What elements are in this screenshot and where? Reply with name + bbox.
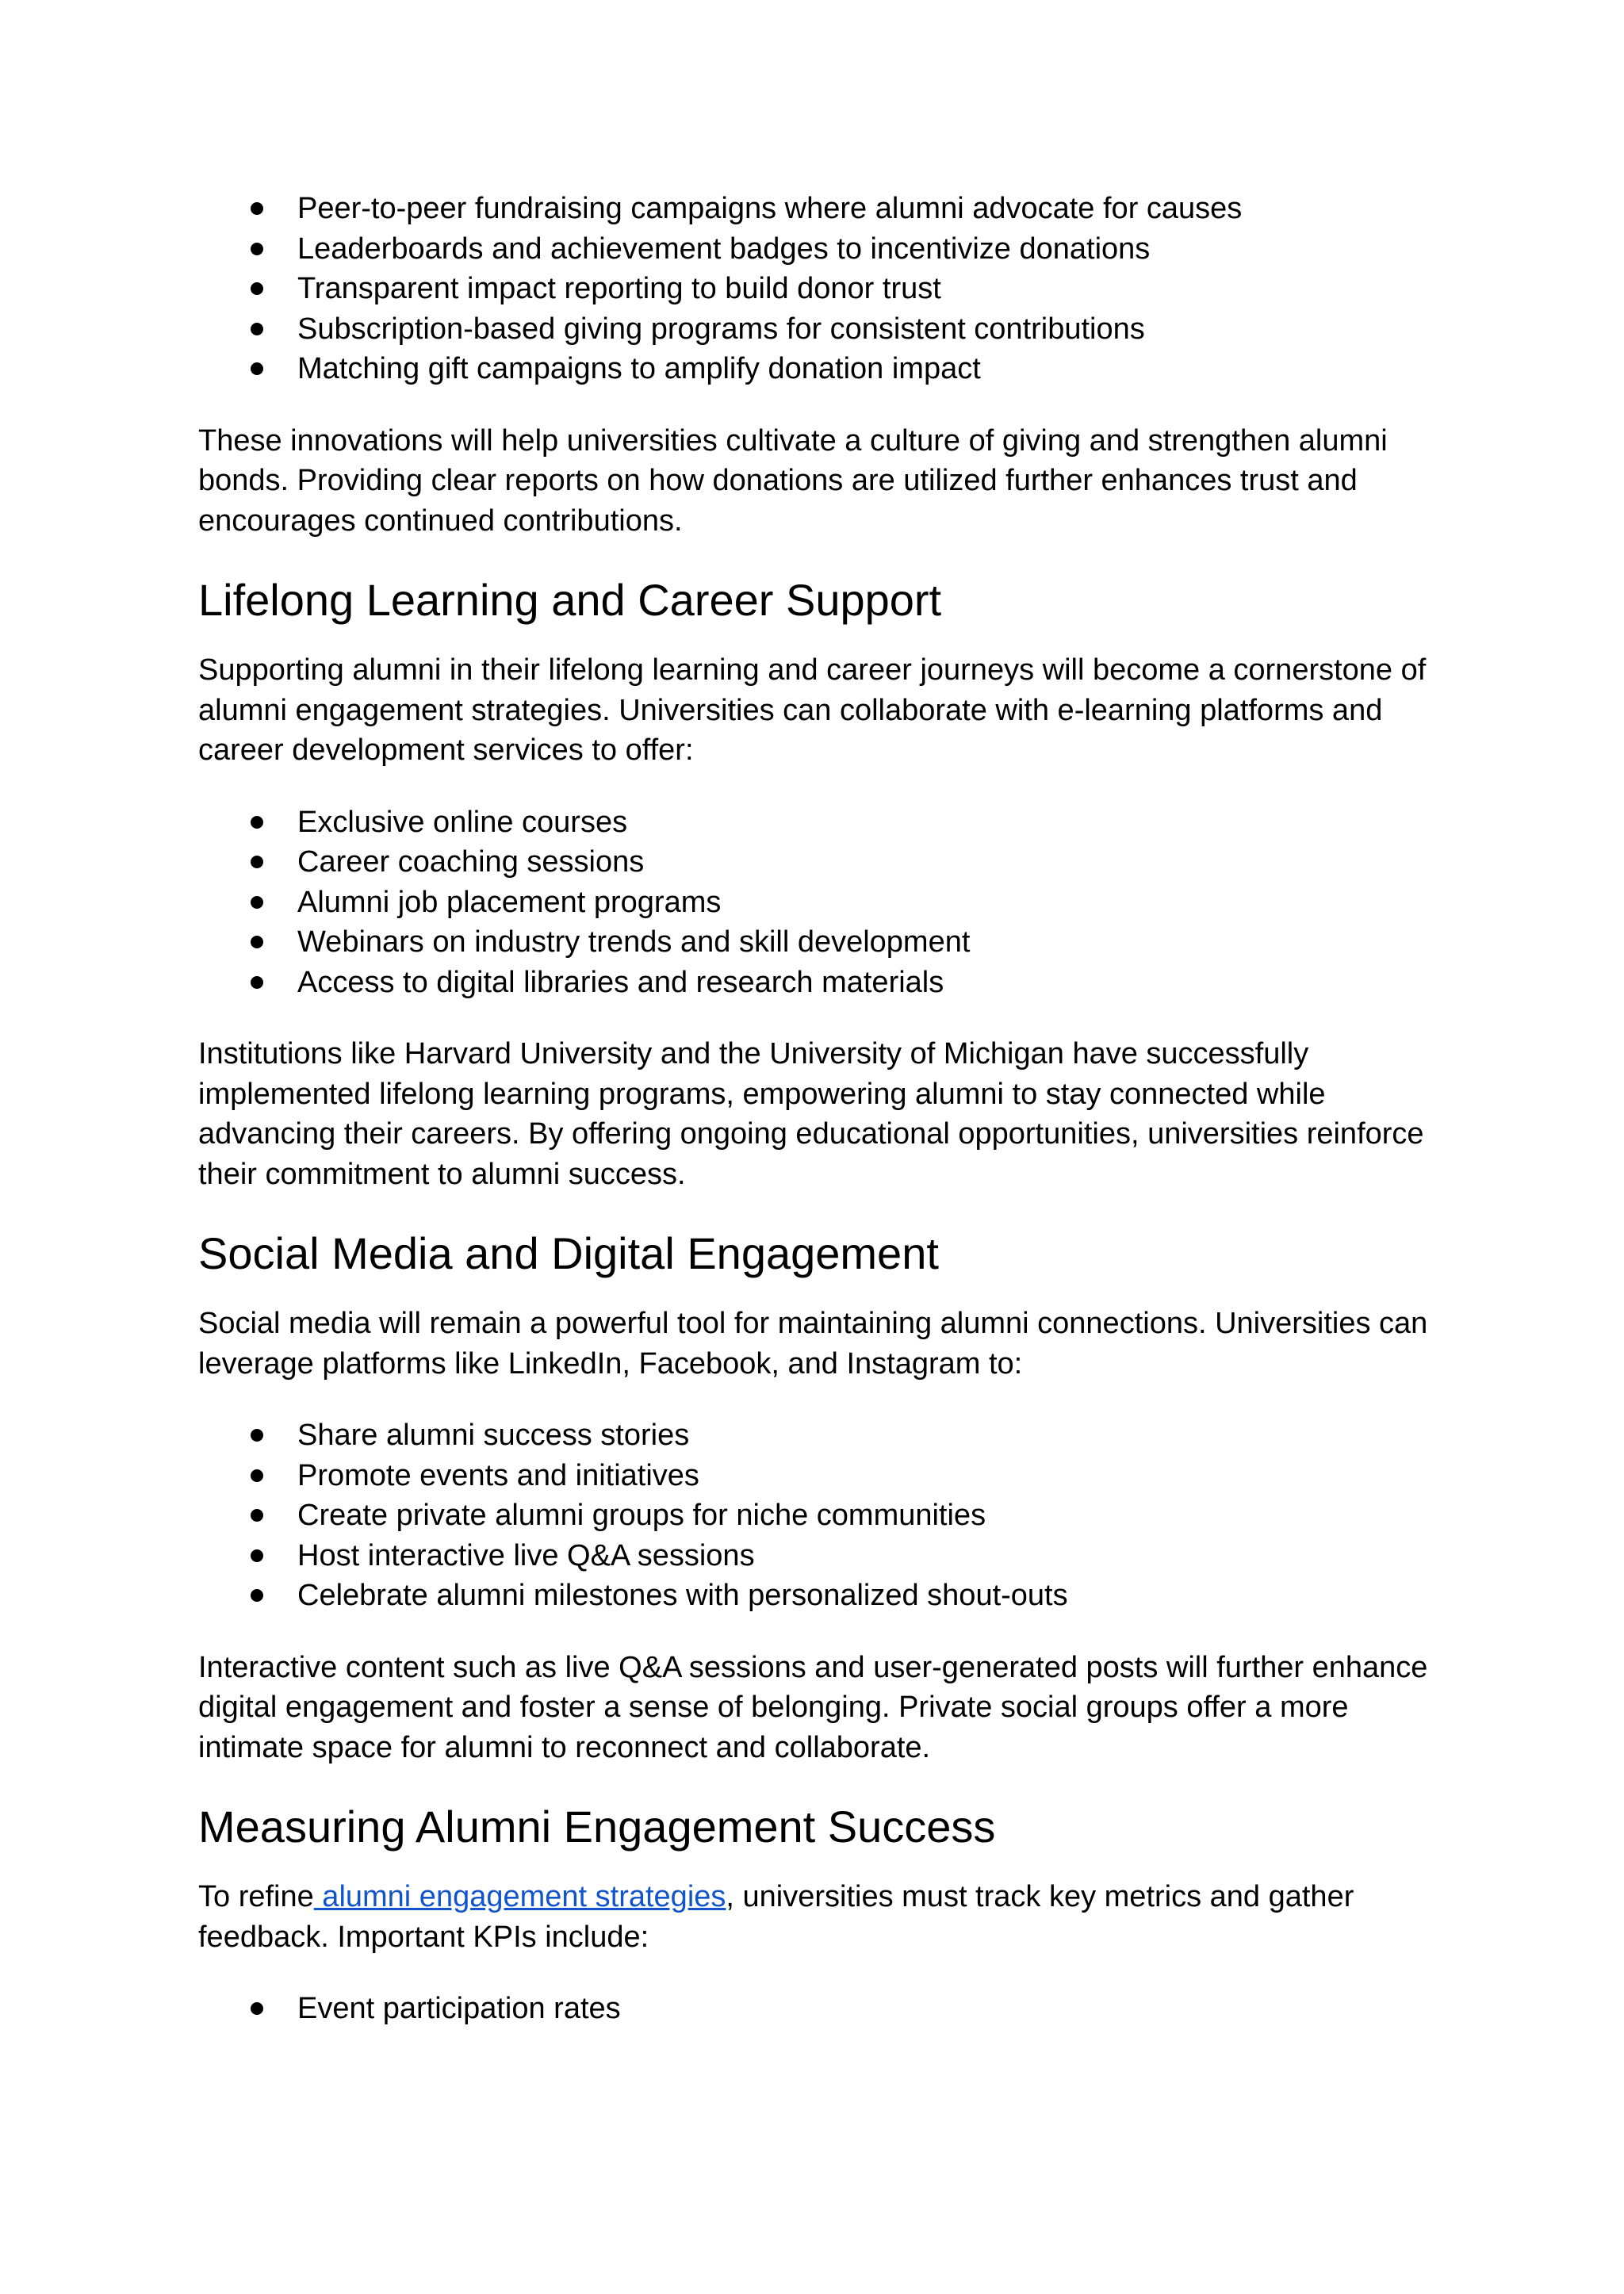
bullet-icon: [251, 976, 263, 989]
bullet-icon: [251, 2002, 263, 2015]
list-item: Peer-to-peer fundraising campaigns where alumni advocate for causes: [198, 189, 1435, 229]
list-item: Promote events and initiatives: [198, 1456, 1435, 1496]
list-item: Event participation rates: [198, 1989, 1435, 2029]
bullet-icon: [251, 936, 263, 948]
bullet-icon: [251, 816, 263, 829]
lifelong-outro-paragraph: Institutions like Harvard University and the University of Michigan have successfully implemented lifelong learning programs, empowering alumni to stay connected while advancing their careers. By offering ongoing educational opportunities, universities reinforce their commitment to alumni success.: [198, 1037, 1424, 1191]
bullet-icon: [251, 1549, 263, 1562]
kpi-list: [198, 1989, 1435, 2029]
social-intro-paragraph: Social media will remain a powerful tool for maintaining alumni connections. Universities can leverage platforms like LinkedIn, Facebook, and Instagram to:: [198, 1307, 1428, 1381]
measuring-heading: Measuring Alumni Engagement Success: [198, 1802, 996, 1852]
bullet-icon: [251, 1429, 263, 1442]
bullet-icon: [251, 362, 263, 375]
list-item: Career coaching sessions: [198, 842, 1435, 883]
social-list: [198, 1415, 1435, 1616]
list-item: Create private alumni groups for niche communities: [198, 1496, 1435, 1536]
bullet-icon: [251, 202, 263, 215]
list-item: Celebrate alumni milestones with personalized shout-outs: [198, 1576, 1435, 1616]
lifelong-list: [198, 802, 1435, 1003]
list-item: Webinars on industry trends and skill development: [198, 922, 1435, 963]
list-item: Host interactive live Q&A sessions: [198, 1536, 1435, 1576]
list-item: Transparent impact reporting to build donor trust: [198, 269, 1435, 309]
lifelong-heading: Lifelong Learning and Career Support: [198, 575, 942, 625]
bullet-icon: [251, 1589, 263, 1602]
document-page: [198, 189, 1435, 2029]
alumni-engagement-strategies-link[interactable]: alumni engagement strategies: [313, 1880, 726, 1913]
list-item: Exclusive online courses: [198, 802, 1435, 843]
bullet-icon: [251, 856, 263, 868]
social-outro-paragraph: Interactive content such as live Q&A sessions and user-generated posts will further enhance digital engagement and foster a sense of belonging. Private social groups offer a more intimate space for alumni to reconnect and collaborate.: [198, 1650, 1428, 1764]
bullet-icon: [251, 282, 263, 295]
fundraising-list: [198, 189, 1435, 389]
bullet-icon: [251, 243, 263, 255]
bullet-icon: [251, 1509, 263, 1522]
list-item: Share alumni success stories: [198, 1415, 1435, 1456]
measuring-intro-paragraph: To refine alumni engagement strategies, universities must track key metrics and gather feedback. Important KPIs include:: [198, 1880, 1354, 1954]
list-item: Access to digital libraries and research materials: [198, 963, 1435, 1003]
list-item: Leaderboards and achievement badges to incentivize donations: [198, 229, 1435, 270]
lifelong-intro-paragraph: Supporting alumni in their lifelong learning and career journeys will become a cornerstone of alumni engagement strategies. Universities can collaborate with e-learning platforms and career development services to offer:: [198, 653, 1427, 767]
bullet-icon: [251, 896, 263, 909]
social-heading: Social Media and Digital Engagement: [198, 1228, 939, 1278]
bullet-icon: [251, 323, 263, 335]
list-item: Subscription-based giving programs for consistent contributions: [198, 309, 1435, 350]
bullet-icon: [251, 1469, 263, 1482]
list-item: Matching gift campaigns to amplify donation impact: [198, 349, 1435, 389]
list-item: Alumni job placement programs: [198, 883, 1435, 923]
innovations-paragraph: These innovations will help universities cultivate a culture of giving and strengthen alumni bonds. Providing clear reports on how donations are utilized further enhances trust and encourages continued contributions.: [198, 423, 1388, 538]
